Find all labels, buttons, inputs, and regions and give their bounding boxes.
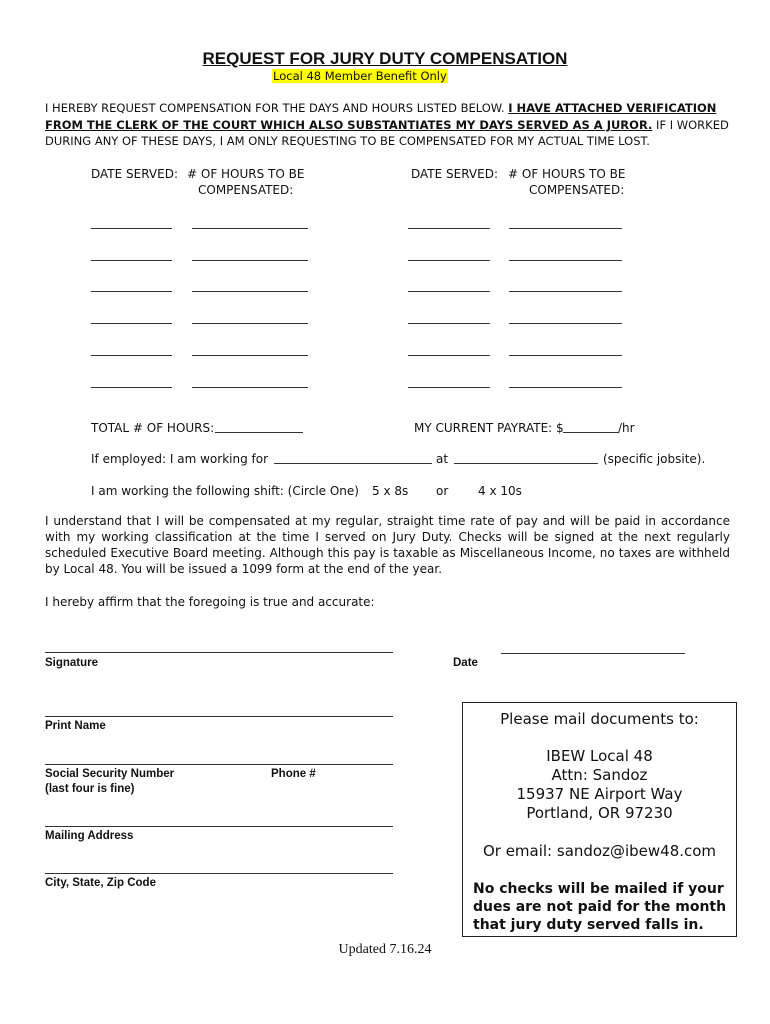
- compensation-terms-paragraph: I understand that I will be compensated at my regular, straight time rate of pay and will be paid in accordance with my working classification at the time I served on Jury Duty. Checks will be signed at the next regularly scheduled Executive Board meeting. Although this pay is taxable as Miscellaneous Income, no taxes are withheld by Local 48. You will be issued a 1099 form at the end of the year.: [45, 514, 730, 576]
- hours-header-left-2: COMPENSATED:: [198, 183, 294, 197]
- date-served-field[interactable]: [91, 228, 172, 229]
- hours-field[interactable]: [192, 387, 308, 388]
- signature-field[interactable]: [45, 652, 393, 653]
- total-hours-label: TOTAL # OF HOURS:: [91, 421, 215, 435]
- mailing-info-box: [462, 702, 737, 937]
- date-label: Date: [453, 657, 478, 669]
- hours-field[interactable]: [192, 323, 308, 324]
- payrate-label: MY CURRENT PAYRATE: $: [414, 421, 564, 435]
- hours-field[interactable]: [192, 260, 308, 261]
- hours-field[interactable]: [192, 355, 308, 356]
- mailing-address-label: Mailing Address: [45, 830, 134, 842]
- shift-option-5x8[interactable]: 5 x 8s: [372, 484, 409, 498]
- shift-option-4x10[interactable]: 4 x 10s: [478, 484, 522, 498]
- date-served-field[interactable]: [91, 260, 172, 261]
- affirm-statement: I hereby affirm that the foregoing is true and accurate:: [45, 595, 375, 609]
- hours-header-right: # OF HOURS TO BE: [508, 167, 626, 181]
- date-served-header-left: DATE SERVED:: [91, 167, 178, 181]
- dues-warning: No checks will be mailed if your dues are not paid for the month that jury duty served falls in.: [473, 881, 727, 933]
- hours-header-left: # OF HOURS TO BE: [187, 167, 305, 181]
- mailing-address-field[interactable]: [45, 826, 393, 827]
- signature-label: Signature: [45, 657, 99, 669]
- print-name-field[interactable]: [45, 716, 393, 717]
- hours-field[interactable]: [509, 228, 622, 229]
- ssn-note: (last four is fine): [45, 783, 135, 795]
- hours-field[interactable]: [509, 323, 622, 324]
- mail-attn: Attn: Sandoz: [551, 766, 648, 784]
- payrate-suffix: /hr: [618, 421, 635, 435]
- date-served-field[interactable]: [91, 323, 172, 324]
- employer-label: If employed: I am working for: [91, 452, 269, 466]
- ssn-phone-field[interactable]: [45, 764, 393, 765]
- form-title: REQUEST FOR JURY DUTY COMPENSATION: [202, 49, 568, 68]
- hours-header-right-2: COMPENSATED:: [529, 183, 625, 197]
- date-served-field[interactable]: [408, 355, 490, 356]
- date-served-field[interactable]: [408, 291, 490, 292]
- member-benefit-note: Local 48 Member Benefit Only: [273, 69, 447, 83]
- date-served-field[interactable]: [408, 387, 490, 388]
- date-field[interactable]: [501, 653, 685, 654]
- date-served-field[interactable]: [91, 355, 172, 356]
- intro-text: I HEREBY REQUEST COMPENSATION FOR THE DAYS AND HOURS LISTED BELOW.: [45, 101, 505, 115]
- mail-street: 15937 NE Airport Way: [516, 785, 683, 803]
- date-served-field[interactable]: [408, 228, 490, 229]
- hours-field[interactable]: [192, 228, 308, 229]
- payrate-field[interactable]: [563, 432, 618, 433]
- jobsite-label: (specific jobsite).: [603, 452, 706, 466]
- mail-city: Portland, OR 97230: [526, 804, 673, 822]
- intro-worked-text: IF I WORKED DURING ANY OF THESE DAYS, I AM ONLY REQUESTING TO BE COMPENSATED FOR MY ACTUAL TIME LOST.: [45, 117, 729, 148]
- city-state-zip-field[interactable]: [45, 873, 393, 874]
- city-state-zip-label: City, State, Zip Code: [45, 877, 156, 889]
- shift-label: I am working the following shift: (Circle One): [91, 484, 359, 498]
- employer-field[interactable]: [274, 463, 432, 464]
- date-served-field[interactable]: [408, 260, 490, 261]
- jobsite-field[interactable]: [454, 463, 598, 464]
- date-served-field[interactable]: [91, 387, 172, 388]
- hours-field[interactable]: [509, 291, 622, 292]
- date-served-field[interactable]: [91, 291, 172, 292]
- mail-org: IBEW Local 48: [546, 747, 653, 765]
- hours-field[interactable]: [192, 291, 308, 292]
- hours-field[interactable]: [509, 355, 622, 356]
- phone-label: Phone #: [271, 768, 316, 780]
- mail-heading: Please mail documents to:: [500, 710, 699, 728]
- date-served-header-right: DATE SERVED:: [411, 167, 498, 181]
- print-name-label: Print Name: [45, 720, 106, 732]
- updated-date: Updated 7.16.24: [338, 942, 432, 957]
- intro-verification-text: I HAVE ATTACHED VERIFICATION FROM THE CLERK OF THE COURT WHICH ALSO SUBSTANTIATES MY DAYS SERVED AS A JUROR.: [45, 101, 717, 132]
- date-served-field[interactable]: [408, 323, 490, 324]
- intro-paragraph: [45, 100, 730, 150]
- employer-at-label: at: [436, 452, 449, 466]
- hours-field[interactable]: [509, 387, 622, 388]
- ssn-label: Social Security Number: [45, 768, 175, 780]
- mail-email: Or email: sandoz@ibew48.com: [482, 842, 717, 860]
- hours-field[interactable]: [509, 260, 622, 261]
- total-hours-field[interactable]: [215, 432, 303, 433]
- shift-or-label: or: [436, 484, 449, 498]
